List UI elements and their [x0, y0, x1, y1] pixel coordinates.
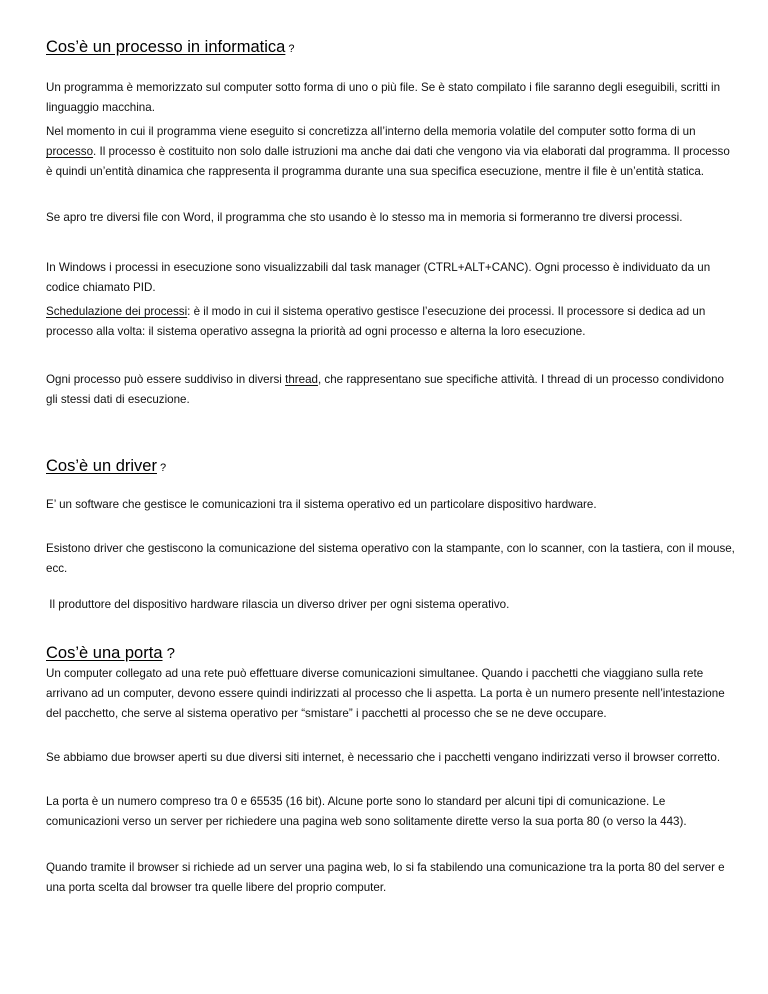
section-processo: [46, 37, 736, 59]
paragraph-driver-1: E’ un software che gestisce le comunicazioni tra il sistema operativo ed un particolare dispositivo hardware.: [46, 498, 597, 511]
paragraph-porta-3: La porta è un numero compreso tra 0 e 65535 (16 bit). Alcune porte sono lo standard per alcuni tipi di comunicazione. Le comunicazioni verso un server per richiedere una pagina web sono solitamente dirette verso la sua porta 80 (o verso la 443).: [46, 795, 687, 828]
heading-driver-text: Cos’è un driver: [46, 457, 157, 475]
term-schedulazione: Schedulazione dei processi: [46, 305, 188, 318]
section-driver: [46, 456, 736, 478]
heading-porta: [46, 643, 736, 664]
paragraph-processo-3: Se apro tre diversi file con Word, il programma che sto usando è lo stesso ma in memoria si formeranno tre diversi processi.: [46, 211, 683, 224]
paragraph-porta-4: Quando tramite il browser si richiede ad un server una pagina web, lo si fa stabilendo una comunicazione tra la porta 80 del server e una porta scelta dal browser tra quelle libere del proprio computer.: [46, 861, 725, 894]
paragraph-processo-2: [46, 122, 736, 182]
paragraph-processo-6-end: , che rappresentano sue specifiche attività. I thread di un processo condividono gli stessi dati di esecuzione.: [46, 373, 724, 406]
paragraph-processo-5-end: : è il modo in cui il sistema operativo gestisce l’esecuzione dei processi. Il processore si dedica ad un processo alla volta: il sistema operativo assegna la priorità ad ogni processo e alterna la loro esecuzione.: [46, 305, 706, 338]
paragraph-processo-6-start: Ogni processo può essere suddiviso in diversi: [46, 373, 286, 386]
term-thread: thread: [285, 373, 318, 386]
heading-porta-question: ?: [162, 645, 176, 662]
heading-processo-question: ?: [285, 43, 295, 55]
heading-driver: [46, 456, 736, 478]
section-porta: [46, 643, 736, 664]
paragraph-driver-2: Esistono driver che gestiscono la comunicazione del sistema operativo con la stampante, con lo scanner, con la tastiera, con il mouse, ecc.: [46, 542, 735, 575]
heading-processo: [46, 37, 736, 59]
paragraph-processo-4: In Windows i processi in esecuzione sono visualizzabili dal task manager (CTRL+ALT+CANC). Ogni processo è individuato da un codice chiamato PID.: [46, 261, 711, 294]
paragraph-porta-2: Se abbiamo due browser aperti su due diversi siti internet, è necessario che i pacchetti vengano indirizzati verso il browser corretto.: [46, 751, 721, 764]
heading-porta-text: Cos’è una porta: [46, 644, 163, 662]
heading-processo-text: Cos’è un processo in informatica: [46, 38, 286, 56]
term-processo: processo: [46, 145, 94, 158]
paragraph-processo-2-start: Nel momento in cui il programma viene eseguito si concretizza all’interno della memoria volatile del computer sotto forma di un: [46, 125, 696, 138]
paragraph-processo-6: [46, 370, 736, 410]
paragraph-processo-2-end: . Il processo è costituito non solo dalle istruzioni ma anche dai dati che vengono via via elaborati dal programma. Il processo è quindi un’entità dinamica che rappresenta il programma durante una sua specifica esecuzione, mentre il file è un’entità statica.: [46, 145, 730, 178]
paragraph-porta-1: Un computer collegato ad una rete può effettuare diverse comunicazioni simultanee. Quando i pacchetti che viaggiano sulla rete arrivano ad un computer, devono essere quindi indirizzati al processo che li aspetta. La porta è un numero presente nell’intestazione del pacchetto, che serve al sistema operativo per “smistare” i pacchetti al processo che se ne deve occupare.: [46, 667, 725, 720]
paragraph-driver-3: Il produttore del dispositivo hardware rilascia un diverso driver per ogni sistema operativo.: [46, 598, 510, 611]
paragraph-processo-1: Un programma è memorizzato sul computer sotto forma di uno o più file. Se è stato compilato i file saranno degli eseguibili, scritti in linguaggio macchina.: [46, 81, 721, 114]
heading-driver-question: ?: [156, 462, 167, 474]
paragraph-processo-5: [46, 302, 736, 342]
